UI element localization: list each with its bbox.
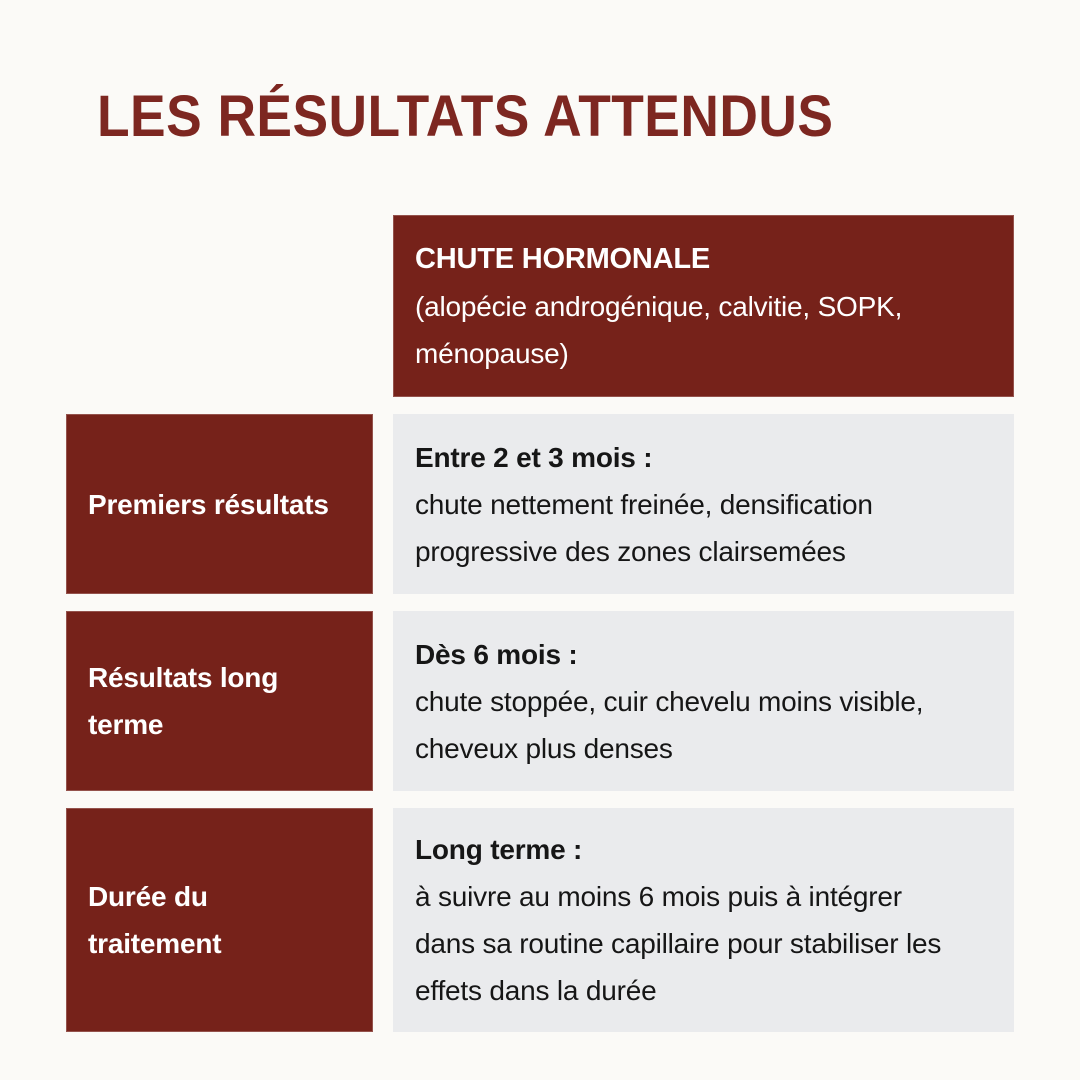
column-header-title: CHUTE HORMONALE (415, 242, 711, 275)
row-label-text: Résultats long terme (88, 662, 279, 740)
content-lead: Dès 6 mois : (415, 638, 578, 670)
row-label-premiers-resultats (66, 414, 373, 594)
content-body: à suivre au moins 6 mois puis à intégrer dans sa routine capillaire pour stabiliser les effets dans la durée (415, 881, 942, 1006)
content-cell-duree-du-traitement (393, 808, 1014, 1032)
column-header-cell (393, 215, 1014, 397)
content-cell-resultats-long-terme (393, 611, 1014, 791)
results-table (66, 215, 1014, 1032)
row-label-resultats-long-terme (66, 611, 373, 791)
content-body: chute stoppée, cuir chevelu moins visible, cheveux plus denses (415, 685, 924, 764)
row-label-text: Durée du traitement (88, 881, 222, 959)
row-label-duree-du-traitement (66, 808, 373, 1032)
column-header-subtitle: (alopécie androgénique, calvitie, SOPK, ménopause) (415, 290, 903, 369)
content-cell-premiers-resultats (393, 414, 1014, 594)
content-lead: Entre 2 et 3 mois : (415, 441, 653, 473)
row-label-text: Premiers résultats (88, 488, 329, 520)
page-title: LES RÉSULTATS ATTENDUS (97, 84, 834, 149)
content-body: chute nettement freinée, densification progressive des zones clairsemées (415, 488, 873, 567)
spacer-cell (66, 215, 373, 397)
content-lead: Long terme : (415, 834, 583, 865)
